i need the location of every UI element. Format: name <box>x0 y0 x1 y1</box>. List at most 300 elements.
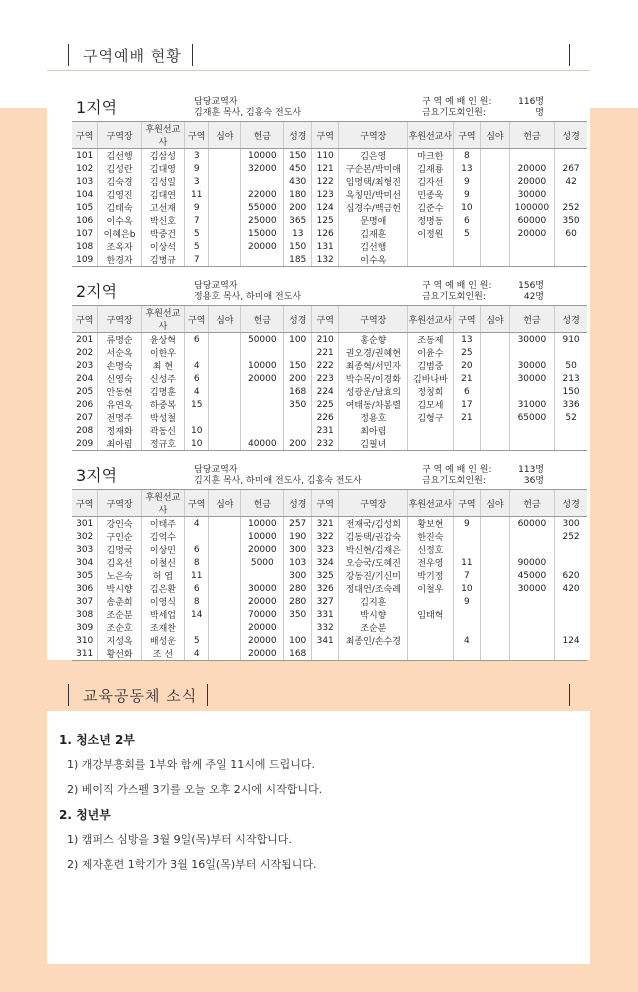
region-header <box>72 453 587 490</box>
table-cell: 지성옥 <box>98 634 141 647</box>
table-cell: 20000 <box>509 175 554 188</box>
table-row <box>72 201 587 214</box>
column-header: 헌금 <box>509 490 554 517</box>
table-cell <box>453 240 480 253</box>
table-cell <box>453 424 480 437</box>
table-cell: 이수옥 <box>98 214 141 227</box>
table-cell <box>481 201 510 214</box>
table-cell: 9 <box>453 595 480 608</box>
column-header: 구역 <box>72 306 98 333</box>
table-cell: 김준수 <box>408 201 453 214</box>
column-header: 헌금 <box>241 306 284 333</box>
table-cell: 김옥선 <box>98 556 141 569</box>
table-cell <box>209 424 241 437</box>
table-cell: 45000 <box>509 569 554 582</box>
table-cell: 신영숙 <box>98 372 141 385</box>
table-cell <box>555 253 587 267</box>
table-cell: 200 <box>284 372 311 385</box>
prayer-label: 금요기도회인원: <box>422 292 486 302</box>
table-cell: 8 <box>185 595 209 608</box>
table-cell: 20000 <box>241 634 284 647</box>
table-cell: 302 <box>72 530 98 543</box>
region-leaders <box>194 281 422 305</box>
table-cell: 280 <box>284 582 311 595</box>
table-cell: 910 <box>562 334 580 345</box>
table-cell: 321 <box>311 517 338 531</box>
table-cell: 60000 <box>509 214 554 227</box>
table-cell: 박중건 <box>141 227 184 240</box>
table-cell <box>209 411 241 424</box>
table-cell: 4 <box>185 517 209 531</box>
table-cell <box>209 214 241 227</box>
table-cell: 20000 <box>241 621 284 634</box>
table-cell: 10000 <box>241 359 284 372</box>
column-header: 후원선교사 <box>141 306 184 333</box>
region-block <box>72 269 587 451</box>
table-cell <box>209 530 241 543</box>
table-cell: 10 <box>453 201 480 214</box>
table-cell <box>209 162 241 175</box>
table-cell: 305 <box>72 569 98 582</box>
table-cell: 조순분 <box>339 621 408 634</box>
table-cell <box>453 530 480 543</box>
table-cell: 10000 <box>241 530 284 543</box>
table-cell: 131 <box>311 240 338 253</box>
table-cell: 최 현 <box>141 359 184 372</box>
table-cell: 이정원 <box>408 227 453 240</box>
attend-value: 116명 <box>518 97 544 107</box>
table-cell: 206 <box>72 398 98 411</box>
news-item: 1) 캠퍼스 심방을 3월 9일(목)부터 시작합니다. <box>67 833 292 846</box>
table-cell: 조 선 <box>141 647 184 661</box>
table-cell: 341 <box>311 634 338 647</box>
table-cell <box>481 333 510 347</box>
table-cell: 14 <box>185 608 209 621</box>
column-header: 심야 <box>209 122 241 149</box>
table-cell <box>481 543 510 556</box>
table-cell: 200 <box>284 437 311 451</box>
table-cell: 208 <box>72 424 98 437</box>
column-header: 구역장 <box>98 490 141 517</box>
table-cell: 8 <box>185 556 209 569</box>
table-cell <box>209 595 241 608</box>
table-row <box>72 188 587 201</box>
table-cell: 정재화 <box>98 424 141 437</box>
table-cell: 25 <box>453 346 480 359</box>
table-cell: 222 <box>311 359 338 372</box>
table-cell: 203 <box>72 359 98 372</box>
table-cell <box>209 608 241 621</box>
region-block <box>72 85 587 267</box>
table-cell: 301 <box>72 517 98 531</box>
table-cell <box>209 398 241 411</box>
table-cell: 306 <box>72 582 98 595</box>
table-cell <box>481 582 510 595</box>
table-cell: 박신호 <box>141 214 184 227</box>
table-cell: 108 <box>72 240 98 253</box>
column-header: 헌금 <box>509 122 554 149</box>
column-header: 구역 <box>453 306 480 333</box>
table-cell: 10000 <box>241 149 284 163</box>
table-cell: 325 <box>311 569 338 582</box>
table-cell: 전명주 <box>98 411 141 424</box>
table-cell: 4 <box>185 359 209 372</box>
column-header: 구역장 <box>339 122 408 149</box>
table-cell: 김병규 <box>141 253 184 267</box>
prayer-value: 명 <box>535 108 544 118</box>
table-cell: 10000 <box>241 517 284 531</box>
region-stats <box>422 97 587 121</box>
table-cell: 55000 <box>241 201 284 214</box>
table-cell: 김필녀 <box>339 437 408 451</box>
table-cell <box>481 556 510 569</box>
column-header: 성경 <box>555 306 587 333</box>
table-cell: 박성철 <box>141 411 184 424</box>
table-cell <box>555 346 587 359</box>
table-cell: 15 <box>185 398 209 411</box>
table-cell: 350 <box>284 608 311 621</box>
table-cell: 허 엽 <box>141 569 184 582</box>
table-cell <box>209 543 241 556</box>
table-cell <box>209 517 241 531</box>
prayer-value: 42명 <box>523 292 544 302</box>
table-cell: 구순본/박미애 <box>339 162 408 175</box>
leader-names: 정용호 목사, 하미애 전도사 <box>194 292 302 302</box>
table-cell <box>481 175 510 188</box>
leader-names: 김지훈 목사, 하미애 전도사, 김홍숙 전도사 <box>194 476 362 486</box>
table-cell: 310 <box>72 634 98 647</box>
table-cell: 황보현 <box>408 517 453 531</box>
table-cell <box>408 240 453 253</box>
table-cell <box>185 411 209 424</box>
table-cell <box>509 346 554 359</box>
table-cell: 100 <box>284 634 311 647</box>
table-cell: 이한우 <box>141 346 184 359</box>
table-cell: 한경자 <box>98 253 141 267</box>
prayer-value: 36명 <box>523 476 544 486</box>
table-cell <box>209 634 241 647</box>
table-cell: 226 <box>311 411 338 424</box>
table-cell <box>209 359 241 372</box>
divider-mid <box>207 684 208 706</box>
column-header: 심야 <box>481 122 510 149</box>
table-cell <box>339 647 408 661</box>
attend-value: 156명 <box>518 281 544 291</box>
section1-title: 구역예배 현황 <box>83 46 182 65</box>
table-cell: 150 <box>562 386 580 397</box>
table-cell: 김재룡 <box>408 162 453 175</box>
column-header: 구역장 <box>339 306 408 333</box>
table-cell: 307 <box>72 595 98 608</box>
prayer-label: 금요기도회인원: <box>422 108 486 118</box>
table-cell <box>408 595 453 608</box>
table-row <box>72 556 587 569</box>
table-cell: 224 <box>311 385 338 398</box>
column-header: 헌금 <box>241 490 284 517</box>
table-cell: 박시향 <box>339 608 408 621</box>
table-row <box>72 595 587 608</box>
table-row <box>72 543 587 556</box>
table-cell: 207 <box>72 411 98 424</box>
table-cell: 327 <box>311 595 338 608</box>
table-cell <box>284 621 311 634</box>
table-cell <box>209 188 241 201</box>
table-cell <box>481 517 510 531</box>
table-cell <box>241 411 284 424</box>
table-cell: 102 <box>72 162 98 175</box>
table-cell: 225 <box>311 398 338 411</box>
table-cell: 11 <box>453 556 480 569</box>
table-cell <box>509 530 554 543</box>
table-cell <box>555 647 587 661</box>
table-cell: 이철우 <box>408 582 453 595</box>
leader-label: 담당교역자 <box>194 465 238 475</box>
table-cell: 103 <box>284 556 311 569</box>
table-cell <box>453 608 480 621</box>
attend-label: 구 역 예 배 인 원: <box>422 281 492 291</box>
table-row <box>72 621 587 634</box>
table-cell: 정칭희 <box>408 385 453 398</box>
table-cell: 김모세 <box>408 398 453 411</box>
table-cell: 김삼성 <box>141 149 184 163</box>
table-cell: 252 <box>562 202 580 213</box>
table-cell <box>209 437 241 451</box>
table-cell <box>555 543 587 556</box>
table-cell <box>241 424 284 437</box>
table-cell <box>481 240 510 253</box>
column-header: 구역 <box>311 306 338 333</box>
table-cell: 5 <box>185 240 209 253</box>
table-cell <box>453 621 480 634</box>
table-row <box>72 530 587 543</box>
table-cell <box>241 398 284 411</box>
table-cell: 20000 <box>509 162 554 175</box>
table-cell: 김억수 <box>141 530 184 543</box>
table-cell <box>481 385 510 398</box>
table-cell <box>209 149 241 163</box>
table-cell: 류명순 <box>98 333 141 347</box>
table-cell <box>555 149 587 163</box>
table-cell: 권오경/권혜현 <box>339 346 408 359</box>
region-roster-panel <box>47 70 590 660</box>
table-cell <box>481 162 510 175</box>
table-cell: 6 <box>185 582 209 595</box>
table-row <box>72 149 587 163</box>
table-cell: 박시향 <box>98 582 141 595</box>
table-cell: 17 <box>453 398 480 411</box>
table-cell: 고선재 <box>141 201 184 214</box>
table-cell: 조옥자 <box>98 240 141 253</box>
table-cell: 350 <box>562 215 580 226</box>
table-row <box>72 647 587 661</box>
table-row <box>72 227 587 240</box>
table-cell: 김명국 <box>98 543 141 556</box>
table-cell <box>481 253 510 267</box>
table-cell: 20000 <box>509 227 554 240</box>
table-cell: 150 <box>284 240 311 253</box>
table-cell <box>209 372 241 385</box>
table-cell: 최아림 <box>339 424 408 437</box>
table-cell <box>241 175 284 188</box>
table-cell <box>509 240 554 253</box>
table-cell: 103 <box>72 175 98 188</box>
table-cell: 324 <box>311 556 338 569</box>
table-cell: 331 <box>311 608 338 621</box>
column-header: 성경 <box>555 122 587 149</box>
table-cell: 9 <box>453 175 480 188</box>
table-cell: 30000 <box>241 582 284 595</box>
section1-header <box>68 40 570 70</box>
table-cell: 40000 <box>241 437 284 451</box>
attend-value: 113명 <box>518 465 544 475</box>
table-cell <box>209 253 241 267</box>
table-cell <box>241 253 284 267</box>
table-cell: 신정호 <box>408 543 453 556</box>
table-cell: 13 <box>453 162 480 175</box>
table-cell: 5 <box>185 227 209 240</box>
table-cell: 20000 <box>241 372 284 385</box>
table-cell: 223 <box>311 372 338 385</box>
table-cell <box>209 175 241 188</box>
table-cell: 60 <box>565 228 577 239</box>
table-cell: 김명훈 <box>141 385 184 398</box>
table-cell: 손명숙 <box>98 359 141 372</box>
news-item: 1) 개강부흥회를 1부와 함께 주일 11시에 드립니다. <box>67 758 316 771</box>
table-cell <box>209 227 241 240</box>
table-cell: 322 <box>311 530 338 543</box>
table-cell <box>481 227 510 240</box>
table-cell <box>555 595 587 608</box>
table-cell: 김범중 <box>408 359 453 372</box>
table-cell: 9 <box>185 201 209 214</box>
table-cell <box>481 359 510 372</box>
column-header: 구역 <box>311 122 338 149</box>
table-cell <box>481 608 510 621</box>
table-cell: 280 <box>284 595 311 608</box>
table-cell: 김은영 <box>339 149 408 163</box>
prayer-label: 금요기도회인원: <box>422 476 486 486</box>
table-cell: 전재국/김성희 <box>339 517 408 531</box>
table-cell <box>284 424 311 437</box>
region-block <box>72 453 587 661</box>
table-cell <box>209 621 241 634</box>
table-cell: 450 <box>284 162 311 175</box>
table-cell <box>408 634 453 647</box>
table-row <box>72 240 587 253</box>
table-cell: 309 <box>72 621 98 634</box>
table-cell: 문명애 <box>339 214 408 227</box>
news-heading: 1. 청소년 2부 <box>59 733 135 747</box>
divider-left <box>68 684 69 706</box>
table-cell <box>481 346 510 359</box>
table-row <box>72 333 587 347</box>
table-cell <box>185 621 209 634</box>
table-cell <box>509 621 554 634</box>
table-cell: 5 <box>453 227 480 240</box>
region-leaders <box>194 465 422 489</box>
column-header: 후원선교사 <box>408 490 453 517</box>
table-cell: 10 <box>185 437 209 451</box>
table-cell <box>284 411 311 424</box>
attend-label: 구 역 예 배 인 원: <box>422 465 492 475</box>
table-cell: 350 <box>284 398 311 411</box>
table-cell <box>408 253 453 267</box>
table-cell <box>209 333 241 347</box>
table-cell: 10 <box>453 582 480 595</box>
table-cell <box>481 437 510 451</box>
table-cell <box>453 437 480 451</box>
table-cell: 30000 <box>509 582 554 595</box>
table-cell: 김은환 <box>141 582 184 595</box>
table-cell: 하중복 <box>141 398 184 411</box>
table-cell: 150 <box>284 149 311 163</box>
table-cell: 201 <box>72 333 98 347</box>
column-header: 구역 <box>72 122 98 149</box>
column-header: 후원선교사 <box>408 122 453 149</box>
table-cell: 9 <box>453 517 480 531</box>
table-cell: 조순분 <box>98 608 141 621</box>
table-cell <box>481 569 510 582</box>
table-cell <box>555 188 587 201</box>
table-cell <box>509 437 554 451</box>
table-cell: 213 <box>562 373 580 384</box>
table-cell: 이혜은b <box>98 227 141 240</box>
table-cell <box>209 569 241 582</box>
table-cell <box>555 424 587 437</box>
table-cell: 100 <box>284 333 311 347</box>
table-cell: 한진숙 <box>408 530 453 543</box>
table-cell: 김대영 <box>141 162 184 175</box>
table-cell: 이태주 <box>141 517 184 531</box>
table-cell: 노은숙 <box>98 569 141 582</box>
table-cell: 김동택/권갑숙 <box>339 530 408 543</box>
table-row <box>72 608 587 621</box>
table-cell: 오승국/도혜진 <box>339 556 408 569</box>
table-cell: 620 <box>562 570 580 581</box>
table-cell: 20000 <box>241 595 284 608</box>
table-cell: 304 <box>72 556 98 569</box>
table-cell: 311 <box>72 647 98 661</box>
table-cell <box>509 634 554 647</box>
column-header: 성경 <box>284 306 311 333</box>
table-cell: 김형구 <box>408 411 453 424</box>
divider-left <box>68 44 69 66</box>
table-cell <box>555 437 587 451</box>
table-cell: 5000 <box>241 556 284 569</box>
table-cell: 430 <box>284 175 311 188</box>
table-cell: 20000 <box>241 240 284 253</box>
table-cell: 332 <box>311 621 338 634</box>
column-header: 구역장 <box>98 122 141 149</box>
table-cell: 이수옥 <box>339 253 408 267</box>
table-cell: 20000 <box>241 543 284 556</box>
divider-right <box>569 684 570 706</box>
table-cell: 옥칭민/박미선 <box>339 188 408 201</box>
table-cell: 100000 <box>509 201 554 214</box>
table-cell: 조재찬 <box>141 621 184 634</box>
table-row <box>72 372 587 385</box>
column-header: 심야 <box>209 306 241 333</box>
table-cell: 3 <box>185 149 209 163</box>
table-cell: 윤상혁 <box>141 333 184 347</box>
table-cell <box>311 647 338 661</box>
table-cell: 임태혁 <box>408 608 453 621</box>
divider-mid <box>192 44 193 66</box>
table-cell <box>509 595 554 608</box>
table-cell: 232 <box>311 437 338 451</box>
table-cell: 홍순향 <box>339 333 408 347</box>
table-cell: 안동현 <box>98 385 141 398</box>
